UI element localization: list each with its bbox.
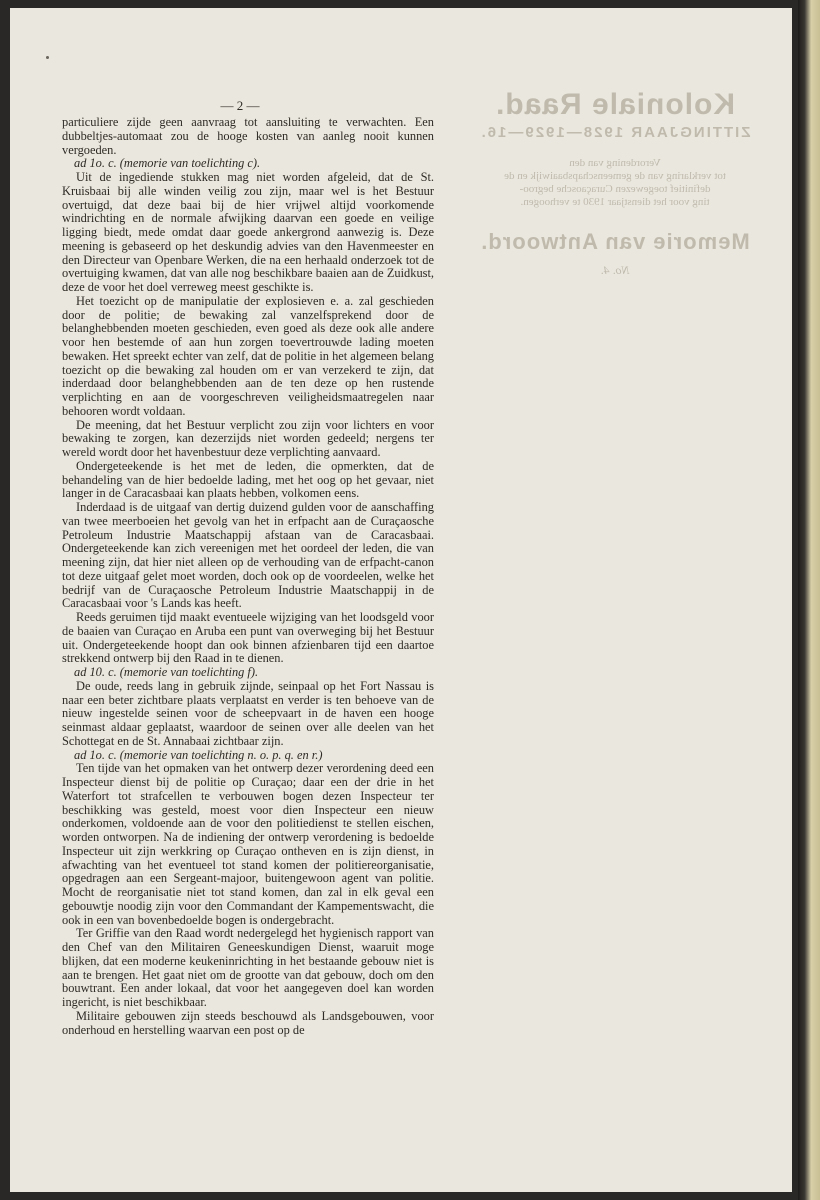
body-text xyxy=(62,116,434,1037)
paragraph: Ondergeteekende is het met de leden, die opmerkten, dat de behandeling van de hier bedoelde lading, met het oog op het gevaar, niet langer in de Caracasbaai kan plaats hebben, volkomen eens. xyxy=(62,458,434,501)
bleed-title: Koloniale Raad. xyxy=(494,88,736,121)
paragraph: Reeds geruimen tijd maakt eventueele wijziging van het loodsgeld voor de baaien van Curaçao en Aruba een punt van overweging bij het Bestuur uit. Ondergeteekende hoopt dan ook binnen afzienbaren tijd een daartoe strekkend ontwerp bij den Raad in te dienen. xyxy=(62,610,434,666)
reference-heading: ad 10. c. (memorie van toelichting f). xyxy=(74,665,259,679)
binding-edge xyxy=(798,0,820,1200)
speck-mark xyxy=(46,56,49,59)
bleed-line: definitief toegewezen Curaçaosche begroo- xyxy=(519,183,711,195)
paragraph: Inderdaad is de uitgaaf van dertig duizend gulden voor de aanschaffing van twee meerboeien het gevolg van het in erfpacht aan de Curaçaosche Petroleum Industrie Maatschappij afstaan van de Caracasbaai. Ondergeteekende kan zich vereenigen met het oordeel der leden, die van meening zijn, dat hier niet alleen op de verhouding van de erfpacht-canon tot deze uitgaaf gelet moet worden, doch ook op de voordeelen, welke het bedrijf van de Curaçaosche Petroleum Industrie Maatschappij in de Caracasbaai voor 's Lands kas heeft. xyxy=(62,500,434,611)
paragraph: Ten tijde van het opmaken van het ontwerp dezer verordening deed een Inspecteur dienst bij de politie op Curaçao; daar een der drie in het Waterfort tot strafcellen te verbouwen bogen dezen Inspecteur ter beschikking was gesteld, moest voor dien Inspecteur een nieuw onderkomen, voldoende aan de voor den politiedienst te stellen eischen, worden ontworpen. Na de indiening der ontwerp verordening is bedoelde Inspecteur uit zijn werkkring op Curaçao ontheven en is zijn dienst, in afwachting van het eventueel tot stand komen der politiereorganisatie, opgedragen aan een Sergeant-majoor, buitengewoon agent van politie. Mocht de reorganisatie niet tot stand komen, dan zal in elk geval een gebouwtje noodig zijn voor den Commandant der Kampementswacht, die ook in een van bovenbedoelde bogen is ondergebracht. xyxy=(62,761,434,927)
paragraph: De oude, reeds lang in gebruik zijnde, seinpaal op het Fort Nassau is naar een beter zichtbare plaats verplaatst en verder is ten behoeve van de nieuw ingestelde seinen voor de scheepvaart in de haven een hooge seinmast aldaar geplaatst, waardoor de seinen over alle deelen van het Schottegat en de St. Annabaai zichtbaar zijn. xyxy=(62,678,434,748)
bleed-line: tot verklaring van de gemeenschapsbaaiwijk en de xyxy=(504,170,726,182)
paragraph: particuliere zijde geen aanvraag tot aansluiting te verwachten. Een dubbeltjes-automaat zou de hooge kosten van aanleg nooit kunnen vergoeden. xyxy=(62,115,434,157)
bleed-lines xyxy=(450,157,780,209)
paragraph: Ter Griffie van den Raad wordt nedergelegd het hygienisch rapport van den Chef van den Militairen Geneeskundigen Dienst, waaruit moge blijken, dat een moderne keukeninrichting in het bestaande gebouw niet is aan te brengen. Het gaat niet om de grootte van dat gebouw, doch om den bouwtrant. Een ander lokaal, dat voor het aangegeven doel kan worden ingericht, is niet beschikbaar. xyxy=(62,926,434,1009)
bleed-session: ZITTINGJAAR 1928—1929—16. xyxy=(479,124,751,141)
bleed-number: No. 4. xyxy=(600,263,630,277)
bleed-line: Verordening van den xyxy=(569,157,661,169)
paragraph: Militaire gebouwen zijn steeds beschouwd als Landsgebouwen, voor onderhoud en herstelling waarvan een post op de xyxy=(62,1008,434,1037)
reference-heading: ad 1o. c. (memorie van toelichting n. o. p. q. en r.) xyxy=(74,747,323,762)
bleed-through-text xyxy=(450,88,780,278)
bleed-line: ting voor het dienstjaar 1930 te verhoogen. xyxy=(520,196,710,208)
paragraph: Het toezicht op de manipulatie der explosieven e. a. zal geschieden door de politie; de bewaking zal vanzelfsprekend door de belanghebbenden moeten geschieden, even goed als deze ook alle andere voor hen bestemde of aan hun zorgen toevertrouwde lading moeten bewaken. Het spreekt echter van zelf, dat de politie in het algemeen belang toezicht op die bewaking zal houden om er van verzekerd te zijn, dat inderdaad door belanghebbenden aan de ten deze op hen rustende verplichting en aan de voorgeschreven veiligheidsmaatregelen naar behooren wordt voldaan. xyxy=(62,293,434,418)
reference-heading: ad 1o. c. (memorie van toelichting c). xyxy=(74,156,261,171)
paragraph: Uit de ingediende stukken mag niet worden afgeleid, dat de St. Kruisbaai bij alle winden veilig zou zijn, maar wel is het Bestuur overtuigd, dat deze baai bij de hier vrijwel altijd voorkomende windrichting en de normale afwijking daarvan een goede en veilige ligging biedt, mede omdat daar goede ankergrond aanwezig is. Deze meening is gebaseerd op het deskundig advies van den Havenmeester en den Directeur van Openbare Werken, die na een herhaald onderzoek tot de overtuiging kwamen, dat van alle nog beschikbare baaien aan de Zuidkust, deze de voor het doel verreweg meest geschikte is. xyxy=(62,170,434,294)
paragraph: De meening, dat het Bestuur verplicht zou zijn voor lichters en voor bewaking te zorgen, kan dezerzijds niet worden gedeeld; nergens ter wereld wordt door het havenbestuur deze verplichting aanvaard. xyxy=(62,417,434,459)
bleed-memo: Memorie van Antwoord. xyxy=(480,229,750,254)
document-page xyxy=(10,8,792,1192)
page-number: — 2 — xyxy=(220,98,260,113)
